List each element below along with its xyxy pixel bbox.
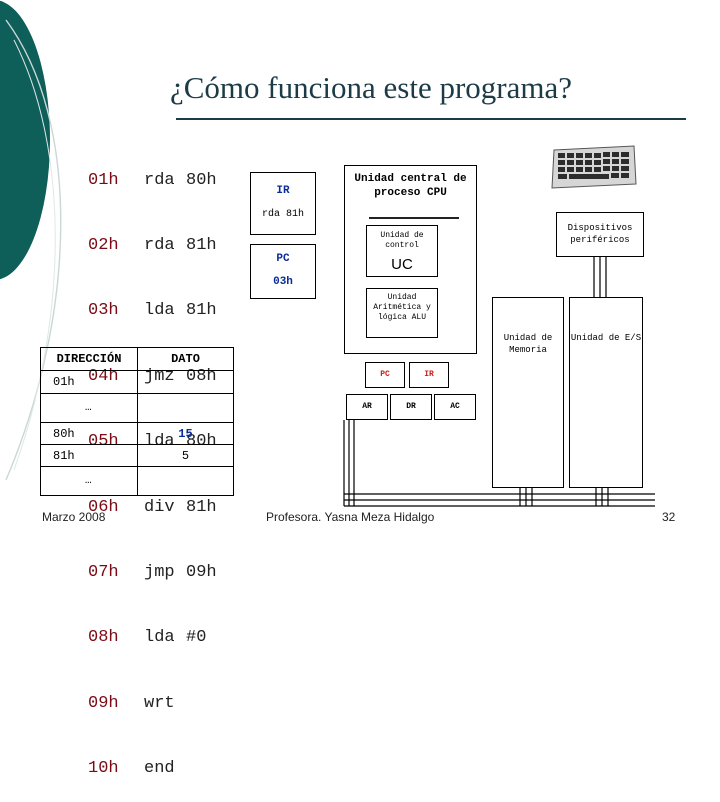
pc-value: 03h bbox=[273, 276, 293, 288]
program-address: 09h bbox=[88, 693, 119, 713]
memory-row-address: … bbox=[41, 394, 138, 423]
program-arg: 08h bbox=[186, 366, 217, 386]
program-address: 01h bbox=[88, 170, 119, 190]
program-op: lda bbox=[144, 628, 175, 648]
program-arg: 80h bbox=[186, 170, 217, 190]
program-address: 03h bbox=[88, 301, 119, 321]
program-op: jmz bbox=[144, 366, 175, 386]
page-number: 32 bbox=[662, 510, 676, 524]
cpu-register-ar-label: AR bbox=[362, 402, 372, 411]
program-op: lda bbox=[144, 432, 175, 452]
program-arg: 81h bbox=[186, 497, 217, 517]
program-op: rda bbox=[144, 235, 175, 255]
cpu-register-ir-label: IR bbox=[424, 370, 434, 379]
program-address: 04h bbox=[88, 366, 119, 386]
program-op: end bbox=[144, 759, 175, 779]
io-unit-label: Unidad de E/S bbox=[570, 333, 642, 343]
program-arg: 80h bbox=[186, 432, 217, 452]
program-address: 02h bbox=[88, 235, 119, 255]
program-op: div bbox=[144, 497, 175, 517]
memory-row-address: 80h bbox=[41, 423, 138, 445]
page-title: ¿Cómo funciona este programa? bbox=[170, 70, 572, 105]
footer-date: Marzo 2008 bbox=[42, 510, 106, 524]
memory-row-address: 81h bbox=[41, 445, 138, 467]
program-arg: #0 bbox=[186, 628, 207, 648]
program-arg: 81h bbox=[186, 235, 217, 255]
program-op: rda bbox=[144, 170, 175, 190]
program-arg bbox=[186, 693, 217, 715]
pc-label: PC bbox=[276, 253, 290, 265]
control-unit-label: Unidad de control bbox=[380, 231, 424, 250]
program-arg: 09h bbox=[186, 562, 217, 582]
ir-value: rda 81h bbox=[261, 209, 304, 220]
alu-label: Unidad Aritmética y lógica ALU bbox=[373, 293, 431, 322]
cpu-title: Unidad central de proceso CPU bbox=[354, 173, 467, 199]
memory-unit-label: Unidad de Memoria bbox=[503, 333, 553, 355]
memory-row-address: … bbox=[41, 467, 138, 496]
program-address: 05h bbox=[88, 432, 119, 452]
program-address: 06h bbox=[88, 497, 119, 517]
control-unit-abbr: UC bbox=[391, 256, 413, 273]
program-op: wrt bbox=[144, 693, 175, 713]
program-address: 10h bbox=[88, 759, 119, 779]
memory-row-address: 01h bbox=[41, 371, 138, 394]
memory-header-data: DATO bbox=[138, 348, 234, 371]
footer-author: Profesora. Yasna Meza Hidalgo bbox=[266, 510, 435, 524]
program-arg bbox=[186, 758, 217, 780]
memory-header-address: DIRECCIÓN bbox=[41, 348, 138, 371]
program-op: jmp bbox=[144, 562, 175, 582]
program-address: 07h bbox=[88, 562, 119, 582]
cpu-register-dr-label: DR bbox=[406, 402, 416, 411]
program-address: 08h bbox=[88, 628, 119, 648]
cpu-register-ac-label: AC bbox=[450, 402, 460, 411]
ir-label: IR bbox=[276, 185, 290, 197]
memory-row-data: 15 bbox=[138, 423, 234, 445]
cpu-register-pc-label: PC bbox=[380, 370, 390, 379]
program-arg: 81h bbox=[186, 301, 217, 321]
program-op: lda bbox=[144, 301, 175, 321]
peripherals-label: Dispositivos periféricos bbox=[567, 223, 633, 245]
memory-row-data: 5 bbox=[138, 445, 234, 467]
